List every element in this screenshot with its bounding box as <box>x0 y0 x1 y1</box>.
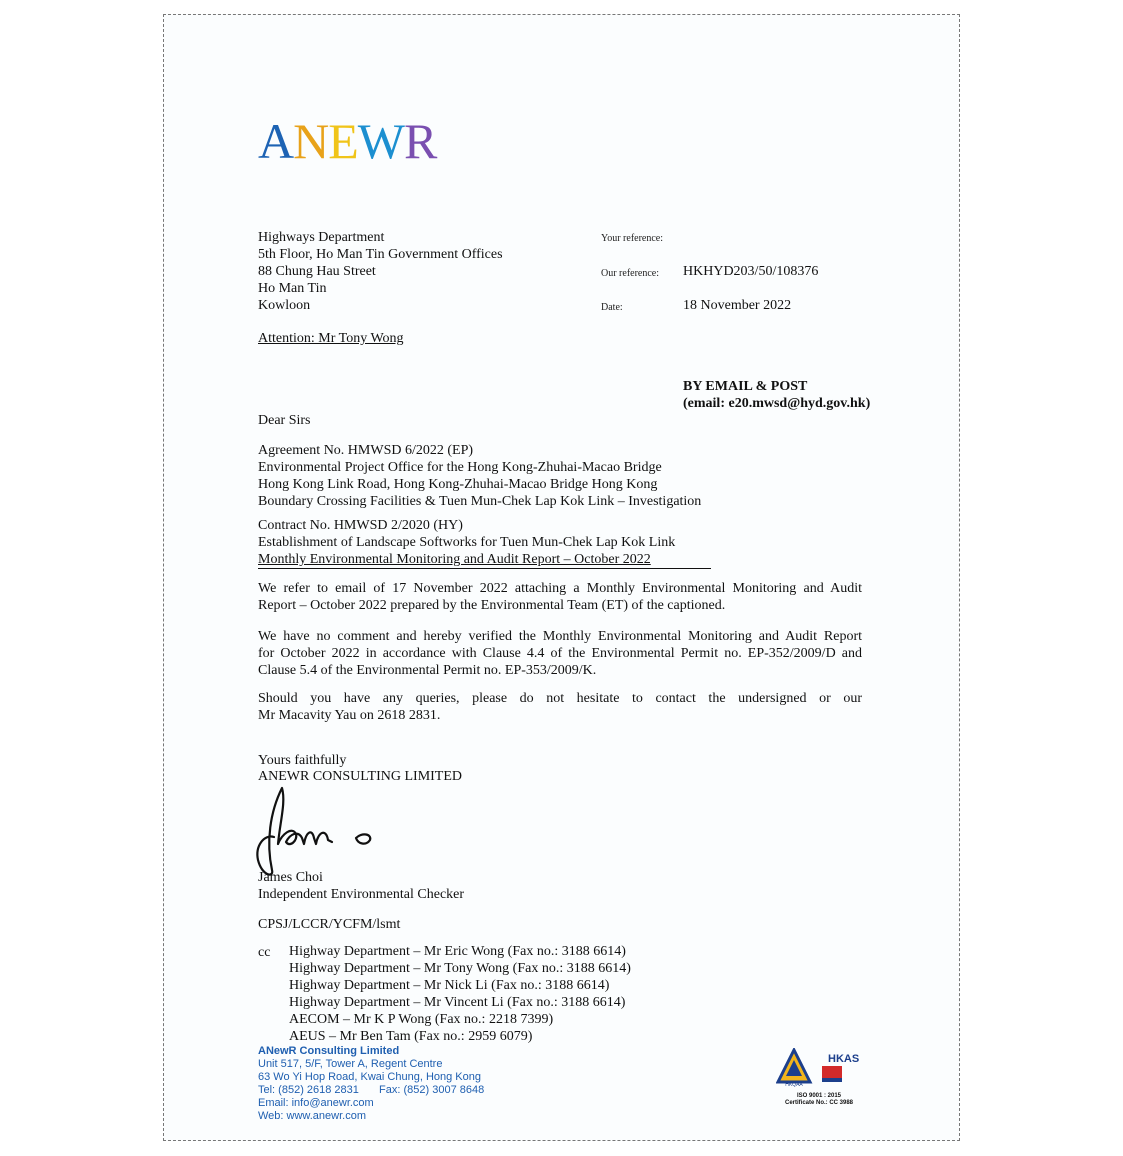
logo-letter: A <box>258 113 294 169</box>
your-reference-label: Your reference: <box>601 233 664 244</box>
iso-standard: ISO 9001 : 2015 <box>796 1093 842 1099</box>
signatory-title: Independent Environmental Checker <box>258 887 465 902</box>
agreement-line: Agreement No. HMWSD 6/2022 (EP) <box>258 443 474 458</box>
address-line: 88 Chung Hau Street <box>258 264 376 279</box>
signature-image <box>252 782 392 882</box>
paragraph-line: We have no comment and hereby verified the Monthly Environmental Monitoring and Audit Report <box>258 629 862 644</box>
certification-marks <box>776 1048 862 1110</box>
cc-item: AEUS – Mr Ben Tam (Fax no.: 2959 6079) <box>289 1029 533 1044</box>
footer-web: Web: www.anewr.com <box>258 1110 367 1122</box>
paragraph-1 <box>258 580 862 614</box>
footer-tel: Tel: (852) 2618 2831 <box>258 1084 359 1096</box>
date-label: Date: <box>601 302 623 313</box>
agreement-line: Hong Kong Link Road, Hong Kong-Zhuhai-Macao Bridge Hong Kong <box>258 477 658 492</box>
logo-letter: N <box>293 113 329 169</box>
address-line: 5th Floor, Ho Man Tin Government Offices <box>258 247 503 262</box>
certification-logo-image <box>776 1048 862 1088</box>
signatory-name: James Choi <box>258 870 323 885</box>
paragraph-line: Report – October 2022 prepared by the Environmental Team (ET) of the captioned. <box>258 598 726 613</box>
salutation: Dear Sirs <box>258 413 311 428</box>
company-logo <box>258 113 437 169</box>
cc-item: AECOM – Mr K P Wong (Fax no.: 2218 7399) <box>289 1012 554 1027</box>
footer-company: ANewR Consulting Limited <box>258 1045 400 1057</box>
paragraph-line: Mr Macavity Yau on 2618 2831. <box>258 708 441 723</box>
footer-address-line: Unit 517, 5/F, Tower A, Regent Centre <box>258 1058 443 1070</box>
address-line: Kowloon <box>258 298 311 313</box>
our-reference-label: Our reference: <box>601 268 660 279</box>
contract-block <box>258 517 711 569</box>
contract-subject <box>258 551 711 569</box>
address-line: Highways Department <box>258 230 385 245</box>
recipient-address <box>258 229 503 314</box>
date-value: 18 November 2022 <box>683 298 792 313</box>
paragraph-line: Should you have any queries, please do not hesitate to contact the undersigned or our <box>258 691 862 706</box>
footer-contact <box>258 1045 484 1123</box>
footer-email: Email: info@anewr.com <box>258 1097 374 1109</box>
paragraph-2 <box>258 628 862 679</box>
cc-item: Highway Department – Mr Nick Li (Fax no.: 3188 6614) <box>289 978 610 993</box>
agreement-line: Environmental Project Office for the Hong Kong-Zhuhai-Macao Bridge <box>258 460 662 475</box>
paragraph-line: for October 2022 in accordance with Clause 4.4 of the Environmental Permit no. EP-352/2009/D and <box>258 646 862 661</box>
logo-letter: W <box>357 113 404 169</box>
logo-letter: R <box>403 113 437 169</box>
delivery-email: (email: e20.mwsd@hyd.gov.hk) <box>683 396 871 411</box>
cc-item: Highway Department – Mr Eric Wong (Fax no.: 3188 6614) <box>289 944 626 959</box>
contract-line: Establishment of Landscape Softworks for Tuen Mun-Chek Lap Kok Link <box>258 535 676 550</box>
closing-yours: Yours faithfully <box>258 753 347 768</box>
footer-fax: Fax: (852) 3007 8648 <box>379 1084 485 1096</box>
cc-item: Highway Department – Mr Vincent Li (Fax no.: 3188 6614) <box>289 995 626 1010</box>
our-reference-value: HKHYD203/50/108376 <box>683 264 819 279</box>
address-line: Ho Man Tin <box>258 281 327 296</box>
attention-line: Attention: Mr Tony Wong <box>258 331 404 346</box>
cc-list <box>289 943 631 1045</box>
contract-line: Contract No. HMWSD 2/2020 (HY) <box>258 518 463 533</box>
paragraph-line: We refer to email of 17 November 2022 attaching a Monthly Environmental Monitoring and Audit <box>258 581 862 596</box>
delivery-method: BY EMAIL & POST <box>683 379 808 394</box>
hkas-badge: HKAS <box>828 1053 860 1065</box>
hkqaa-badge: HKQAA <box>785 1082 803 1088</box>
logo-letter: E <box>328 113 358 169</box>
cc-label: cc <box>258 945 271 960</box>
certificate-number: Certificate No.: CC 3988 <box>784 1100 854 1106</box>
footer-phone-line <box>258 1084 484 1097</box>
paragraph-line: Clause 5.4 of the Environmental Permit no. EP-353/2009/K. <box>258 663 597 678</box>
cc-item: Highway Department – Mr Tony Wong (Fax no.: 3188 6614) <box>289 961 631 976</box>
closing-company: ANEWR CONSULTING LIMITED <box>258 769 463 784</box>
agreement-block <box>258 442 701 510</box>
paragraph-3 <box>258 690 862 724</box>
agreement-line: Boundary Crossing Facilities & Tuen Mun-Chek Lap Kok Link – Investigation <box>258 494 702 509</box>
footer-address-line: 63 Wo Yi Hop Road, Kwai Chung, Hong Kong <box>258 1071 481 1083</box>
contract-subject-text: Monthly Environmental Monitoring and Audit Report – October 2022 <box>258 552 651 567</box>
letter-reference: CPSJ/LCCR/YCFM/lsmt <box>258 917 401 932</box>
